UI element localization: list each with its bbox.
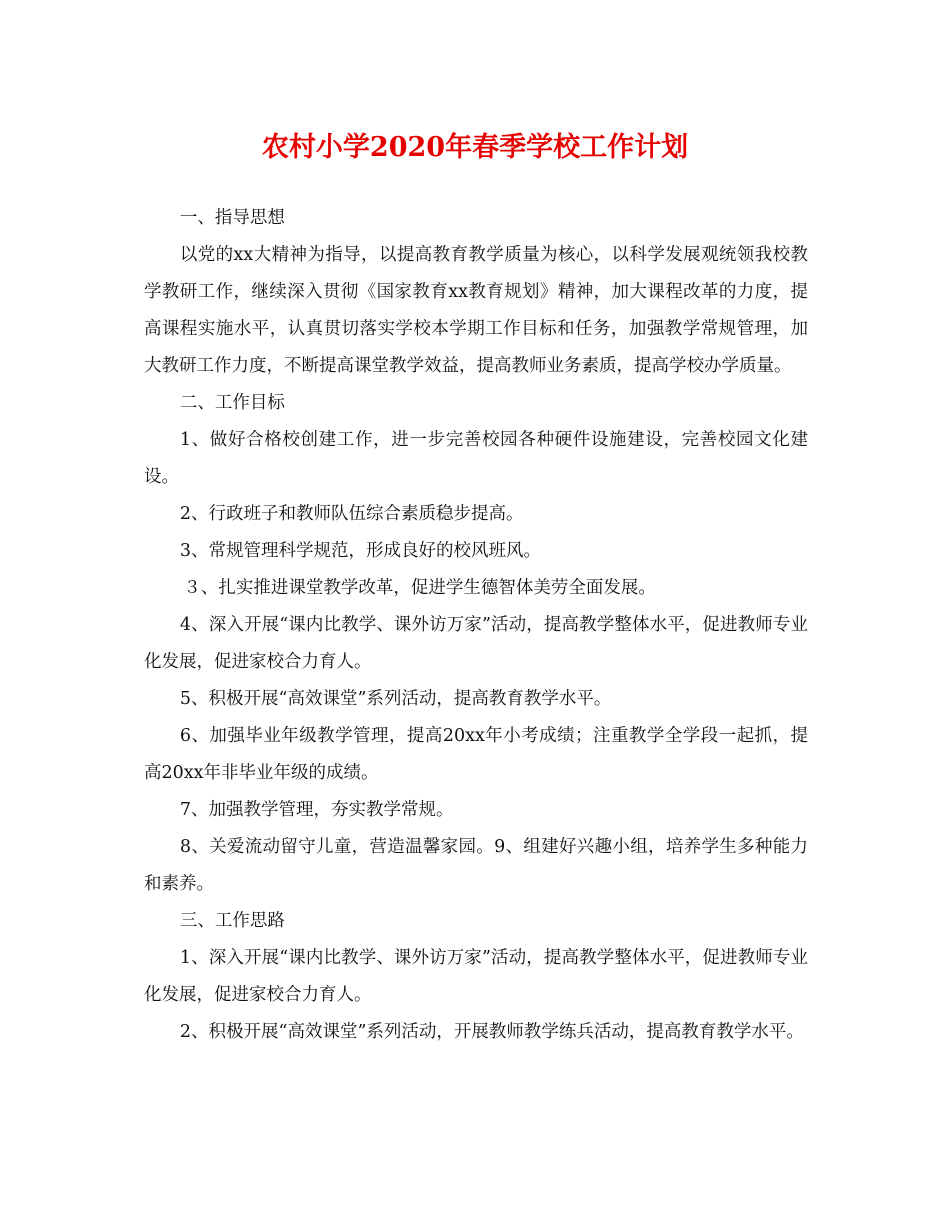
paragraph-guiding-ideology: 以党的xx大精神为指导，以提高教育教学质量为核心，以科学发展观统领我校教学教研工作，继续深入贯彻《国家教育xx教育规划》精神，加大课程改革的力度，提高课程实施水平，认真贯切落实学校本学期工作目标和任务，加强教学常规管理，加大教研工作力度，不断提高课堂教学效益，提高教师业务素质，提高学校办学质量。 — [144, 245, 808, 376]
goal-item-6: 6、加强毕业年级教学管理，提高20xx年小考成绩；注重教学全学段一起抓，提高20xx年非毕业年级的成绩。 — [144, 726, 808, 783]
section-heading-guiding-ideology: 一、指导思想 — [179, 208, 285, 228]
document-body — [144, 200, 808, 1051]
idea-item-2: 2、积极开展“高效课堂”系列活动，开展教师教学练兵活动，提高教育教学水平。 — [179, 1022, 804, 1042]
section-heading-work-ideas: 三、工作思路 — [179, 911, 285, 931]
idea-item-1: 1、深入开展“课内比教学、课外访万家”活动，提高教学整体水平，促进教师专业化发展，促进家校合力育人。 — [144, 948, 808, 1005]
goal-item-1: 1、做好合格校创建工作，进一步完善校园各种硬件设施建设，完善校园文化建设。 — [144, 430, 808, 487]
goal-item-3b: ３、扎实推进课堂教学改革，促进学生德智体美劳全面发展。 — [183, 578, 656, 598]
goal-item-2: 2、行政班子和教师队伍综合素质稳步提高。 — [179, 504, 524, 524]
goal-item-5: 5、积极开展“高效课堂”系列活动，提高教育教学水平。 — [179, 689, 612, 709]
document-title: 农村小学2020年春季学校工作计划 — [261, 132, 689, 163]
goal-item-8-9: 8、关爱流动留守儿童，营造温馨家园。9、组建好兴趣小组，培养学生多种能力和素养。 — [144, 837, 808, 894]
goal-item-3: 3、常规管理科学规范，形成良好的校风班风。 — [179, 541, 542, 561]
goal-item-4: 4、深入开展“课内比教学、课外访万家”活动，提高教学整体水平，促进教师专业化发展，促进家校合力育人。 — [144, 615, 808, 672]
goal-item-7: 7、加强教学管理，夯实教学常规。 — [179, 800, 454, 820]
section-heading-work-goals: 二、工作目标 — [179, 393, 285, 413]
